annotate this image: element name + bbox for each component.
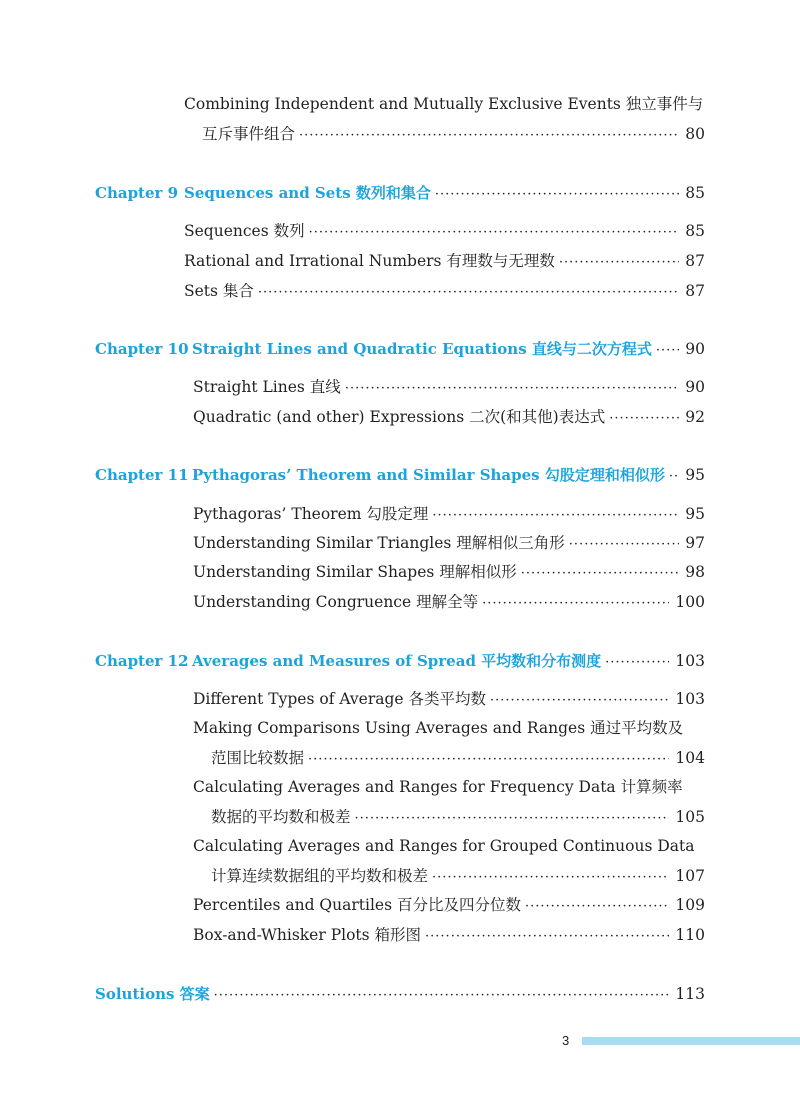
toc-entry[interactable] bbox=[193, 895, 705, 917]
leader-dots bbox=[559, 253, 679, 273]
toc-page-number: 107 bbox=[675, 867, 705, 885]
leader-dots bbox=[605, 653, 669, 673]
leader-dots bbox=[308, 750, 669, 770]
toc-entry[interactable] bbox=[193, 504, 705, 526]
toc-page-number: 110 bbox=[675, 926, 705, 944]
toc-entry[interactable] bbox=[193, 562, 705, 584]
toc-entry[interactable] bbox=[184, 251, 705, 273]
leader-dots bbox=[214, 986, 670, 1006]
toc-entry-text: 计算连续数据组的平均数和极差 bbox=[211, 867, 429, 885]
toc-entry[interactable] bbox=[211, 866, 705, 888]
leader-dots bbox=[609, 409, 679, 429]
toc-page-number: 100 bbox=[675, 593, 705, 611]
chapter-title: Pythagoras’ Theorem and Similar Shapes 勾股定理和相似形 bbox=[192, 466, 665, 484]
toc-entry-line1: Making Comparisons Using Averages and Ranges 通过平均数及 bbox=[193, 719, 684, 737]
page-number-bar bbox=[582, 1037, 800, 1045]
toc-entry[interactable] bbox=[193, 689, 705, 711]
toc-entry[interactable] bbox=[193, 925, 705, 947]
chapter-heading-10[interactable] bbox=[95, 339, 705, 361]
toc-entry-text: 数据的平均数和极差 bbox=[211, 808, 351, 826]
toc-page-number: 113 bbox=[675, 985, 705, 1003]
chapter-heading-9[interactable] bbox=[95, 183, 705, 205]
toc-page-number: 80 bbox=[685, 125, 705, 143]
toc-entry[interactable] bbox=[193, 533, 705, 555]
leader-dots bbox=[525, 897, 669, 917]
chapter-title: Averages and Measures of Spread 平均数和分布测度 bbox=[192, 652, 602, 670]
toc-entry[interactable] bbox=[193, 592, 705, 614]
solutions-heading[interactable] bbox=[95, 984, 705, 1006]
toc-page-number: 92 bbox=[685, 408, 705, 426]
toc-entry-text: 互斥事件组合 bbox=[202, 125, 296, 143]
toc-entry[interactable] bbox=[193, 407, 705, 429]
toc-entry[interactable] bbox=[193, 377, 705, 399]
leader-dots bbox=[355, 809, 670, 829]
leader-dots bbox=[490, 691, 669, 711]
toc-entry-text: 范围比较数据 bbox=[211, 749, 305, 767]
toc-entry-text: Pythagoras’ Theorem 勾股定理 bbox=[193, 505, 429, 523]
toc-page-number: 87 bbox=[685, 282, 705, 300]
toc-page-number: 98 bbox=[685, 563, 705, 581]
toc-page-number: 90 bbox=[685, 378, 705, 396]
toc-page-number: 95 bbox=[685, 505, 705, 523]
leader-dots bbox=[345, 379, 679, 399]
toc-entry[interactable] bbox=[184, 281, 705, 303]
chapter-label: Chapter 12 bbox=[95, 652, 189, 670]
chapter-heading-11[interactable] bbox=[95, 465, 705, 487]
toc-entry[interactable] bbox=[211, 748, 705, 770]
chapter-title: Straight Lines and Quadratic Equations 直线与二次方程式 bbox=[192, 340, 652, 358]
toc-entry-line1: Calculating Averages and Ranges for Frequency Data 计算频率 bbox=[193, 778, 683, 796]
toc-page-number: 103 bbox=[675, 652, 705, 670]
leader-dots bbox=[669, 467, 679, 487]
toc-entry-text: Percentiles and Quartiles 百分比及四分位数 bbox=[193, 896, 521, 914]
toc-page-number: 85 bbox=[685, 184, 705, 202]
toc-entry-line1: Calculating Averages and Ranges for Grouped Continuous Data bbox=[193, 837, 695, 855]
toc-entry-text: Straight Lines 直线 bbox=[193, 378, 341, 396]
leader-dots bbox=[569, 535, 679, 555]
leader-dots bbox=[425, 927, 669, 947]
toc-entry-text: Rational and Irrational Numbers 有理数与无理数 bbox=[184, 252, 555, 270]
toc-entry-text: Sets 集合 bbox=[184, 282, 254, 300]
leader-dots bbox=[309, 223, 680, 243]
leader-dots bbox=[299, 126, 679, 146]
chapter-label: Chapter 10 bbox=[95, 340, 189, 358]
toc-entry[interactable] bbox=[184, 221, 705, 243]
chapter-label: Chapter 9 bbox=[95, 184, 179, 202]
toc-page-number: 97 bbox=[685, 534, 705, 552]
toc-entry-text: Box-and-Whisker Plots 箱形图 bbox=[193, 926, 422, 944]
leader-dots bbox=[656, 341, 679, 361]
toc-page-number: 103 bbox=[675, 690, 705, 708]
chapter-title: Sequences and Sets 数列和集合 bbox=[184, 184, 431, 202]
toc-page-number: 90 bbox=[685, 340, 705, 358]
leader-dots bbox=[432, 506, 679, 526]
toc-page-number: 87 bbox=[685, 252, 705, 270]
toc-page-number: 105 bbox=[675, 808, 705, 826]
leader-dots bbox=[482, 594, 669, 614]
page-number: 3 bbox=[562, 1033, 570, 1048]
toc-entry-text: Different Types of Average 各类平均数 bbox=[193, 690, 487, 708]
toc-entry-text: Quadratic (and other) Expressions 二次(和其他)表达式 bbox=[193, 408, 606, 426]
leader-dots bbox=[258, 283, 679, 303]
toc-page-number: 85 bbox=[685, 222, 705, 240]
leader-dots bbox=[435, 185, 679, 205]
leader-dots bbox=[432, 868, 669, 888]
toc-page-number: 109 bbox=[675, 896, 705, 914]
toc-entry[interactable] bbox=[202, 124, 705, 146]
toc-entry[interactable] bbox=[211, 807, 705, 829]
chapter-heading-12[interactable] bbox=[95, 651, 705, 673]
toc-entry-text: Sequences 数列 bbox=[184, 222, 305, 240]
chapter-label: Chapter 11 bbox=[95, 466, 189, 484]
solutions-title: Solutions 答案 bbox=[95, 985, 210, 1003]
toc-entry-text: Understanding Congruence 理解全等 bbox=[193, 593, 479, 611]
leader-dots bbox=[521, 564, 680, 584]
toc-entry-text: Understanding Similar Shapes 理解相似形 bbox=[193, 563, 517, 581]
toc-page-number: 95 bbox=[685, 466, 705, 484]
toc-entry-text: Understanding Similar Triangles 理解相似三角形 bbox=[193, 534, 565, 552]
toc-entry-line1: Combining Independent and Mutually Exclusive Events 独立事件与 bbox=[184, 95, 704, 113]
toc-page-number: 104 bbox=[675, 749, 705, 767]
